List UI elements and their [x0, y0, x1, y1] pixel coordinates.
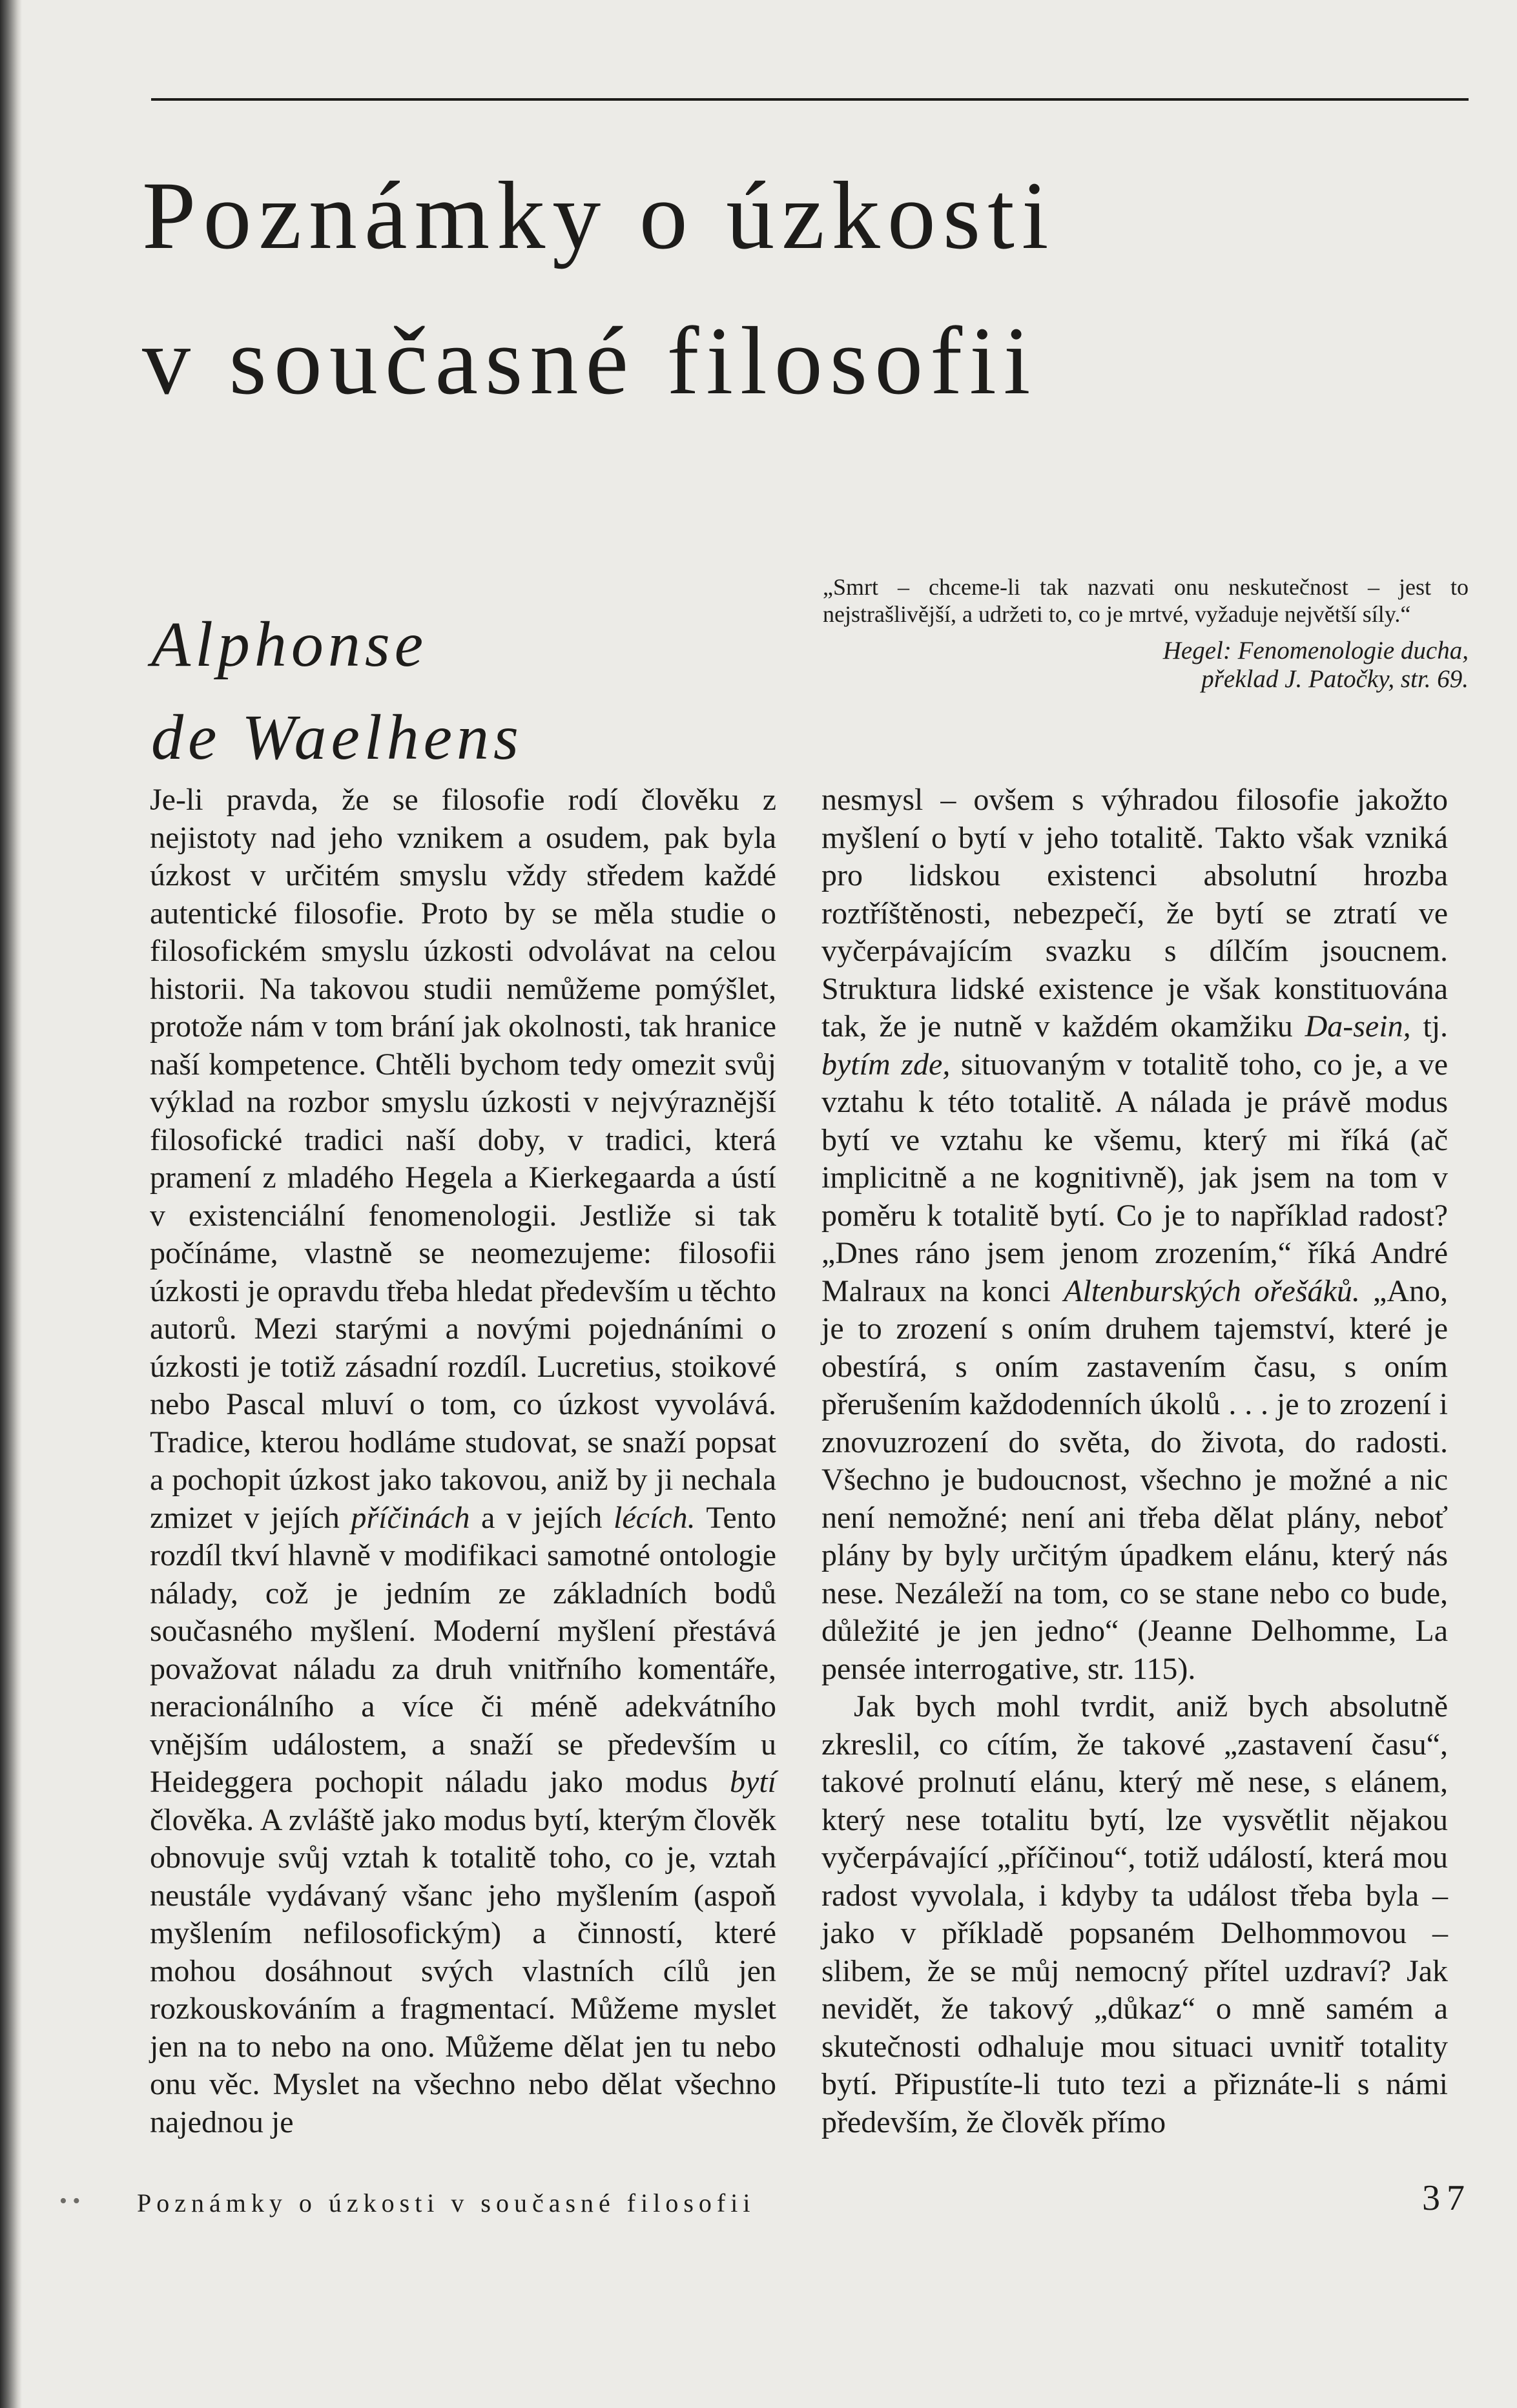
epigraph [823, 573, 1469, 694]
body-column-right [821, 781, 1448, 2141]
author-line-1: Alphonse [151, 608, 428, 680]
page-number: 37 [1422, 2178, 1471, 2218]
paragraph: Jak bych mohl tvrdit, aniž bych absolutně zkreslil, co cítím, že takové „zastavení času“, takové prolnutí elánu, který mě nese, s elánem, který nese totalitu bytí, lze vysvětlit nějakou vyčerpávající „příčinou“, totiž událostí, která mou radost vyvolala, i kdyby ta událost třeba byla – jako v příkladě popsaném Delhommovou – slibem, že se můj nemocný přítel uzdraví? Jak nevidět, že takový „důkaz“ o mně samém a skutečnosti odhaluje mou situaci uvnitř totality bytí. Připustíte-li tuto tezi a přiznáte-li s námi především, že člověk přímo [821, 1689, 1448, 2139]
text-run: „Ano, je to zrození s oním druhem tajemství, které je obestírá, s oním zastavením času, s oním přerušením každodenních úkolů . . . je to zrození i znovuzrození do světa, do života, do radosti. Všechno je budoucnost, všechno je možné a nic není nemožné; není ani třeba dělat plány, neboť plány by byly určitým úpadkem elánu, který nás nese. Nezáleží na tom, co se stane nebo co bude, důležité je jen jedno“ (Jeanne Delhomme, La pensée interrogative, str. 115). [821, 1273, 1449, 1686]
text-run: tj. [1423, 1009, 1449, 1044]
body-column-left [150, 781, 776, 2141]
text-run: situovaným v totalitě toho, co je, a ve vztahu k této totalitě. A nálada je právě modus bytí ve vztahu ke všemu, který mi říká (ač implicitně a ne kognitivně), jak jsem na tom v poměru k totalitě bytí. Co je to například radost? „Dnes ráno jsem jenom zrozením,“ říká André Malraux na konci [821, 1047, 1449, 1308]
epigraph-quote: „Smrt – chceme-li tak nazvati onu neskutečnost – jest to nejstrašlivější, a udržeti to, co je mrtvé, vyžaduje největší síly.“ [823, 574, 1469, 627]
text-run: Tento rozdíl tkví hlavně v modifikaci samotné ontologie nálady, což je jedním ze základních bodů současného myšlení. Moderní myšlení přestává považovat náladu za druh vnitřního komentáře, neracionálního a více či méně adekvátního vnějším událostem, a snaží se především u Heideggera pochopit náladu jako modus [150, 1500, 777, 1799]
margin-mark: • • [59, 2189, 81, 2213]
title-line-2: v současné filosofii [142, 307, 1038, 415]
epigraph-source-line-1: Hegel: Fenomenologie ducha, [1162, 637, 1469, 664]
epigraph-source-line-2: překlad J. Patočky, str. 69. [1201, 665, 1469, 693]
emphasis: lécích. [614, 1500, 696, 1535]
emphasis: Altenburských ořešáků. [1064, 1273, 1360, 1308]
author-name [151, 598, 539, 784]
emphasis: Da-sein, [1305, 1009, 1411, 1044]
text-run: člověka. A zvláště jako modus bytí, kterým člověk obnovuje svůj vztah k totalitě toho, co je, vztah neustále vydávaný všanc jeho myšlením (aspoň myšlením nefilosofickým) a činností, které mohou dosáhnout svých vlastních cílů jen rozkouskováním a fragmentací. Můžeme myslet jen na to nebo na ono. Můžeme dělat jen tu nebo onu věc. Myslet na všechno nebo dělat všechno najednou je [150, 1802, 776, 2139]
emphasis: příčinách [351, 1500, 470, 1535]
text-run: Je-li pravda, že se filosofie rodí člověku z nejistoty nad jeho vznikem a osudem, pak byla úzkost v určitém smyslu vždy středem každé autentické filosofie. Proto by se měla studie o filosofickém smyslu úzkosti odvolávat na celou historii. Na takovou studii nemůžeme pomýšlet, protože nám v tom brání jak okolnosti, tak hranice naší kompetence. Chtěli bychom tedy omezit svůj výklad na rozbor smyslu úzkosti v nejvýraznější filosofické tradici naší doby, v tradici, která pramení z mladého Hegela a Kierkegaarda a ústí v existenciální fenomenologii. Jestliže si tak počínáme, vlastně se neomezujeme: filosofii úzkosti je opravdu třeba hledat především u těchto autorů. Mezi starými a novými pojednáními o úzkosti je totiž zásadní rozdíl. Lucretius, stoikové nebo Pascal mluví o tom, co úzkost vyvolává. Tradice, kterou hodláme studovat, se snaží popsat a pochopit úzkost jako takovou, aniž by ji nechala zmizet v jejích [150, 783, 776, 1535]
text-run: nesmysl – ovšem s výhradou filosofie jakožto myšlení o bytí v jeho totalitě. Takto však vzniká pro lidskou existenci absolutní hrozba roztříštěnosti, nebezpečí, že bytí se ztratí ve vyčerpávajícím svazku s dílčím jsoucnem. Struktura lidské existence je však konstituována tak, že je nutně v každém okamžiku [821, 783, 1448, 1044]
article-title [142, 143, 1434, 434]
title-line-1: Poznámky o úzkosti [142, 162, 1056, 269]
page-binding-shadow [0, 0, 22, 2408]
paragraph [821, 781, 1448, 1688]
running-footer: Poznámky o úzkosti v současné filosofii [137, 2188, 756, 2218]
author-line-2: de Waelhens [151, 701, 523, 773]
epigraph-source [823, 637, 1469, 694]
emphasis: bytím zde, [821, 1047, 951, 1082]
text-run: a v jejích [481, 1500, 603, 1535]
emphasis: bytí [730, 1765, 776, 1799]
top-rule [151, 98, 1469, 101]
paragraph [150, 781, 776, 2141]
